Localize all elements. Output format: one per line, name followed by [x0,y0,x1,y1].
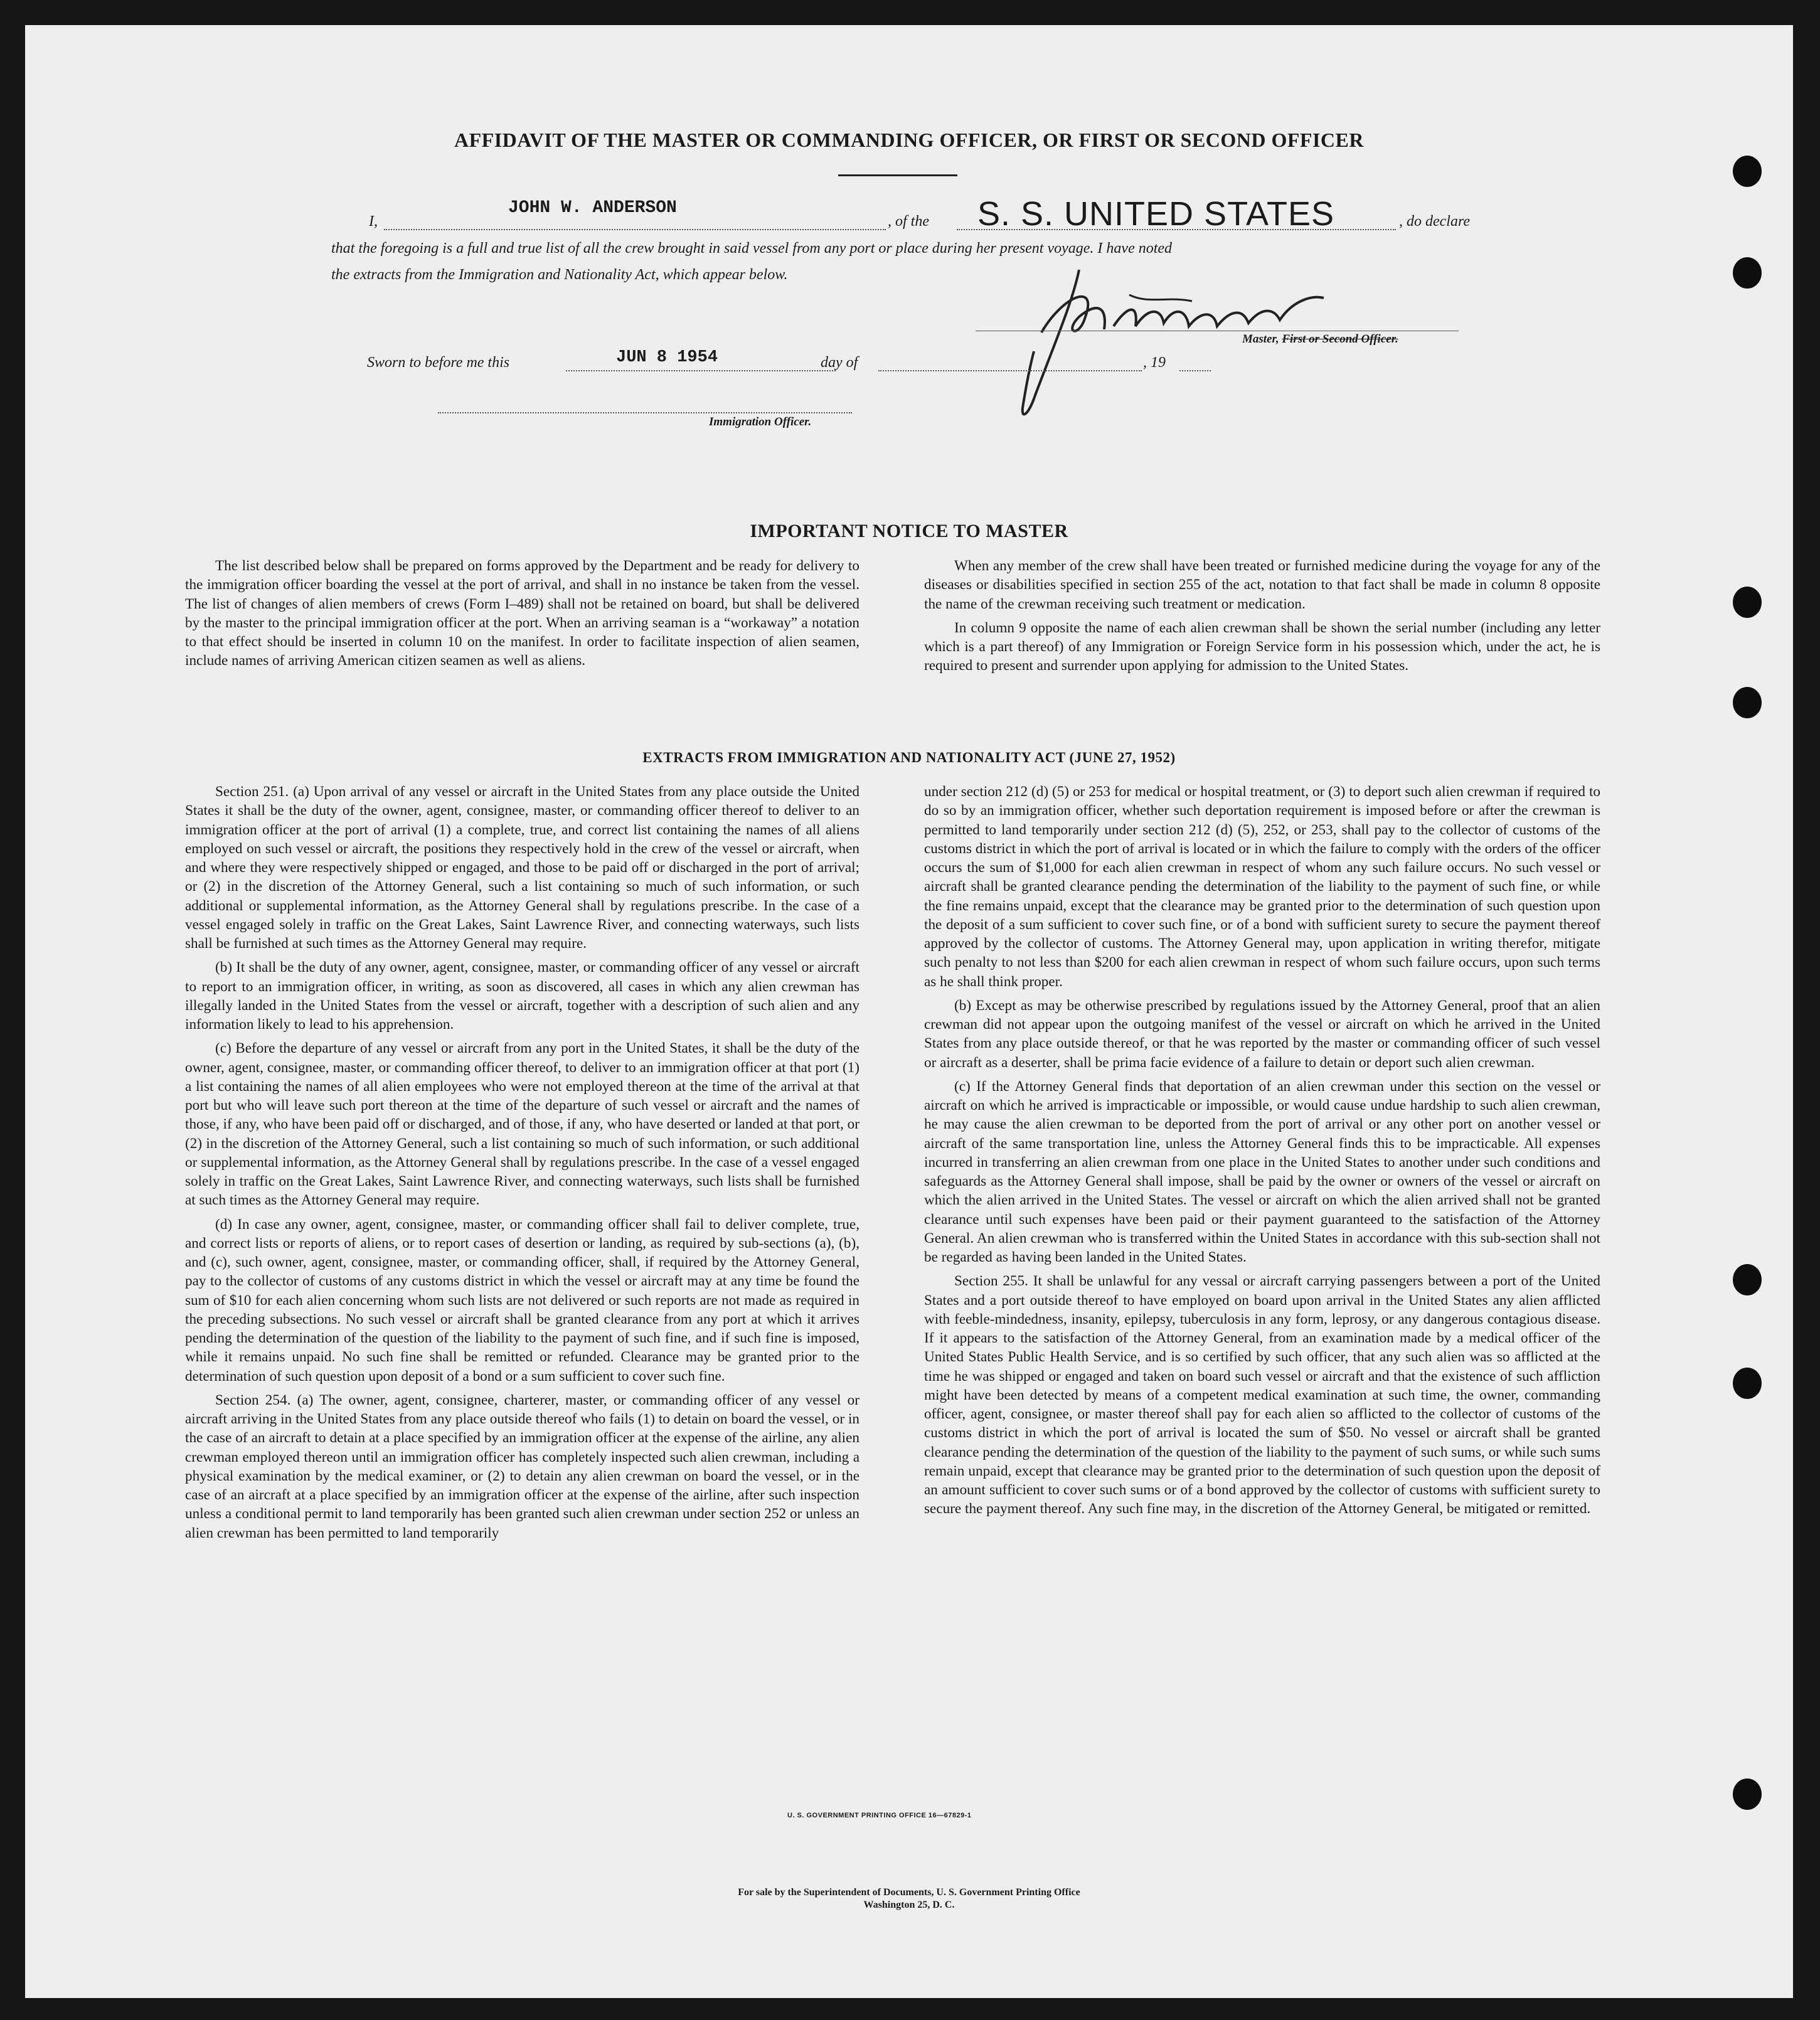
extract-paragraph: (b) It shall be the duty of any owner, agent, consignee, master, or commanding officer of any vessel or aircraft to report to an immigration officer, in writing, as soon as discovered, all cases in which any alien crewman has illegally landed in the United States from the vessel or aircraft, together with a description of such alien and any information likely to lead to his apprehension. [185,959,859,1033]
notice-paragraph: In column 9 opposite the name of each alien crewman shall be shown the serial number (including any letter which is a part thereof) of any Immigration or Foreign Service form in his possession which, under the act, he is required to present and surrender upon applying for admission to the United States. [924,619,1600,674]
extract-paragraph: Section 251. (a) Upon arrival of any vessel or aircraft in the United States from any place outside the United States it shall be the duty of the owner, agent, consignee, master, or commanding officer thereof to deliver to an immigration officer at the port of arrival (1) a complete, true, and correct list containing the names of all aliens employed on such vessel or aircraft, the positions they respectively hold in the crew of the vessel or aircraft, when and where they were respectively shipped or engaged, and those to be paid off or discharged in the port of arrival; or (2) in the discretion of the Attorney General, such a list containing so much of such information, or such additional or supplemental information, as the Attorney General shall by regulations prescribe. In the case of a vessel engaged solely in traffic on the Great Lakes, Saint Lawrence River, and connecting waterways, such lists shall be furnished at such times as the Attorney General may require. [185,784,859,952]
affidavit-title: AFFIDAVIT OF THE MASTER OR COMMANDING OFFICER, OR FIRST OR SECOND OFFICER [454,129,1364,151]
notice-paragraph: The list described below shall be prepared on forms approved by the Department and be ready for delivery to the immigration officer boarding the vessel at the port of arrival, and shall in no instance be taken from the vessel. The list of changes of alien members of crews (Form I–489) shall not be retained on board, but shall be delivered by the master to the principal immigration officer at the port. When an arriving seaman is a “workaway” a notation to that effect should be inserted in column 10 on the manifest. In order to facilitate inspection of alien seamen, include names of arriving American citizen seamen as well as aliens. [185,558,859,669]
day-of-label: day of [821,354,858,371]
document-page [25,25,1793,1998]
declaration-line-1: that the foregoing is a full and true list of all the crew brought in said vessel from any port or place during her present voyage. I have noted [331,240,1173,257]
declaration-line-2: the extracts from the Immigration and Nationality Act, which appear below. [331,267,788,283]
extracts-right-column [924,782,1600,1524]
footer [25,1886,1793,1911]
extract-paragraph: (d) In case any owner, agent, consignee, master, or commanding officer shall fail to deliver complete, true, and correct lists or reports of aliens, or to report cases of desertion or landing, as required by sub-sections (a), (b), and (c), such owner, agent, consignee, master, or commanding officer, shall, if required by the Attorney General, pay to the collector of customs of any customs district in which the vessel or aircraft may at any time be found the sum of $10 for each alien concerning whom such lists are not delivered or such reports are not made as required in the preceding subsections. No such vessel or aircraft shall be granted clearance from any port at which it arrives pending the determination of the question of the liability to the payment of such fine, and if such fine is imposed, while it remains unpaid. No such fine shall be remitted or refunded. Clearance may be granted prior to the determination of such question upon deposit of a bond or a sum sufficient to cover such fine. [185,1216,859,1385]
sworn-date-line [566,370,836,371]
notice-paragraph: When any member of the crew shall have been treated or furnished medicine during the voyage for any of the diseases or disabilities specified in section 255 of the act, notation to that fact shall be made in column 8 opposite the name of the crewman receiving such treatment or medication. [924,558,1600,612]
extract-paragraph: (c) Before the departure of any vessel or aircraft from any port in the United States, it shall be the duty of the owner, agent, consignee, master, or commanding officer thereof, to deliver to an immigration officer at that port (1) a list containing the names of all alien employees who were not employed thereon at the time of the arrival at that port but who will leave such port thereon at the time of the departure of such vessel or aircraft and the names of those, if any, who have been paid off or discharged, and of those, if any, who have deserted or landed at that port, or (2) in the discretion of the Attorney General, such a list containing so much of such information, or such additional or supplemental information, as the Attorney General shall by regulations prescribe. In the case of a vessel engaged solely in traffic on the Great Lakes, Saint Lawrence River, and connecting waterways, such lists shall be furnished at such times as the Attorney General may require. [185,1040,859,1209]
notice-left-column [185,556,859,676]
extracts-left-column [185,782,859,1548]
punch-hole [1733,257,1762,289]
master-label [1242,332,1398,346]
immigration-officer-line [438,412,852,413]
punch-hole [1733,1778,1762,1810]
vessel-name: S. S. UNITED STATES [977,195,1335,233]
i-label: I, [369,213,378,230]
year-label: , 19 [1143,354,1166,371]
punch-hole [1733,587,1762,618]
punch-hole [1733,156,1762,187]
extracts-title: EXTRACTS FROM IMMIGRATION AND NATIONALITY ACT (JUNE 27, 1952) [642,750,1176,765]
sworn-date: JUN 8 1954 [616,348,718,367]
sworn-label: Sworn to before me this [367,354,510,371]
title-divider [838,174,957,176]
master-label-text: Master, [1242,332,1279,346]
month-field-line [878,370,1142,371]
extract-paragraph: under section 212 (d) (5) or 253 for medical or hospital treatment, or (3) to deport such alien crewman if required to do so by an immigration officer, whether such deportation requirement is imposed before or after the crewman is permitted to land temporarily under section 212 (d) (5), 252, or 253, shall pay to the collector of customs of the customs district in which the port of arrival is located or in which the failure to comply with the orders of the officer occurs the sum of $1,000 for each alien crewman in respect of whom any such failure occurs. No such vessel or aircraft shall be granted clearance pending the determination of the liability to the payment of such fine, or while the fine remains unpaid, except that the clearance may be granted prior to the determination of such question upon the deposit of a sum sufficient to cover such fine, or of a bond with sufficient surety to secure the payment thereof approved by the collector of customs. The Attorney General may, upon application in writing therefor, mitigate such penalty to not less than $200 for each alien crewman in respect of whom such failure occurs, upon such terms as he shall think proper. [924,784,1600,990]
extract-paragraph: (c) If the Attorney General finds that deportation of an alien crewman under this section on the vessel or aircraft on which he arrived is impracticable or impossible, or would cause undue hardship to such alien crewman, he may cause the alien crewman to be deported from the port of arrival or any other port on another vessel or aircraft of the same transportation line, unless the Attorney General finds this to be impracticable. All expenses incurred in transferring an alien crewman from one place in the United States to another under such conditions and safeguards as the Attorney General shall impose, shall be paid by the owner or owners of the vessel or aircraft on which the alien arrived in the United States. The vessel or aircraft on which the alien arrived shall not be granted clearance until such expenses have been paid or their payment guaranteed to the satisfaction of the Attorney General. An alien crewman who is transferred within the United States in accordance with this sub-section shall not be regarded as having been landed in the United States. [924,1078,1600,1265]
immigration-officer-label: Immigration Officer. [709,415,812,428]
officer-name: JOHN W. ANDERSON [508,198,677,218]
year-field-line [1179,370,1211,371]
name-field-line [384,229,886,230]
notice-title: IMPORTANT NOTICE TO MASTER [750,521,1068,541]
extract-paragraph: Section 254. (a) The owner, agent, consignee, charterer, master, or commanding officer of any vessel or aircraft arriving in the United States from any place outside thereof who fails (1) to detain on board the vessel, or in the case of an aircraft to detain at a place specified by an immigration officer at the expense of the airline, any alien crewman employed thereon until an immigration officer has completely inspected such alien crewman, including a physical examination by the medical examiner, or (2) to detain any alien crewman on board the vessel, or in the case of an aircraft at a place specified by an immigration officer at the expense of the airline, after such inspection unless a conditional permit to land temporarily has been granted such alien crewman under section 252 or unless an alien crewman has been permitted to land temporarily [185,1391,859,1541]
of-the-label: , of the [888,213,929,230]
footer-line-2: Washington 25, D. C. [863,1900,955,1910]
struck-officer-label: First or Second Officer. [1282,332,1398,346]
punch-hole [1733,1368,1762,1399]
punch-hole [1733,687,1762,718]
printer-mark: U. S. GOVERNMENT PRINTING OFFICE 16—67829-1 [787,1812,972,1819]
notice-right-column [924,556,1600,681]
extract-paragraph: (b) Except as may be otherwise prescribed by regulations issued by the Attorney General, proof that an alien crewman did not appear upon the outgoing manifest of the vessel or aircraft on which he arrived in the United States from any place outside thereof, or that he was reported by the master or commanding officer of such vessel or aircraft as a deserter, shall be prima facie evidence of a failure to detain or deport such alien crewman. [924,997,1600,1071]
do-declare-label: , do declare [1399,213,1471,230]
extract-paragraph: Section 255. It shall be unlawful for any vessal or aircraft carrying passengers between a port of the United States and a port outside thereof to have employed on board upon arrival in the United States any alien afflicted with feeble-mindedness, insanity, epilepsy, tuberculosis in any form, leprosy, or any dangerous contagious disease. If it appears to the satisfaction of the Attorney General, from an examination made by a medical officer of the United States Public Health Service, and is so certified by such officer, that any such alien was so afflicted at the time he was shipped or engaged and taken on board such vessel or aircraft and that the existence of such affliction might have been detected by means of a competent medical examination at such time, the owner, commanding officer, agent, consignee, or master thereof shall pay for each alien so afflicted to the collector of customs of the customs district in which the port of arrival is located the sum of $50. No vessel or aircraft shall be granted clearance pending the determination of the question of the liability to the payment of such sums, or while such sums remain unpaid, except that clearance may be granted prior to the determination of such question upon the deposit of an amount sufficient to cover such sums or of a bond approved by the collector of customs with sufficient surety to secure the payment thereof. Any such fine may, in the discretion of the Attorney General, be mitigated or remitted. [924,1273,1600,1518]
footer-line-1: For sale by the Superintendent of Documents, U. S. Government Printing Office [738,1887,1080,1898]
signature [1004,257,1380,439]
punch-hole [1733,1264,1762,1295]
